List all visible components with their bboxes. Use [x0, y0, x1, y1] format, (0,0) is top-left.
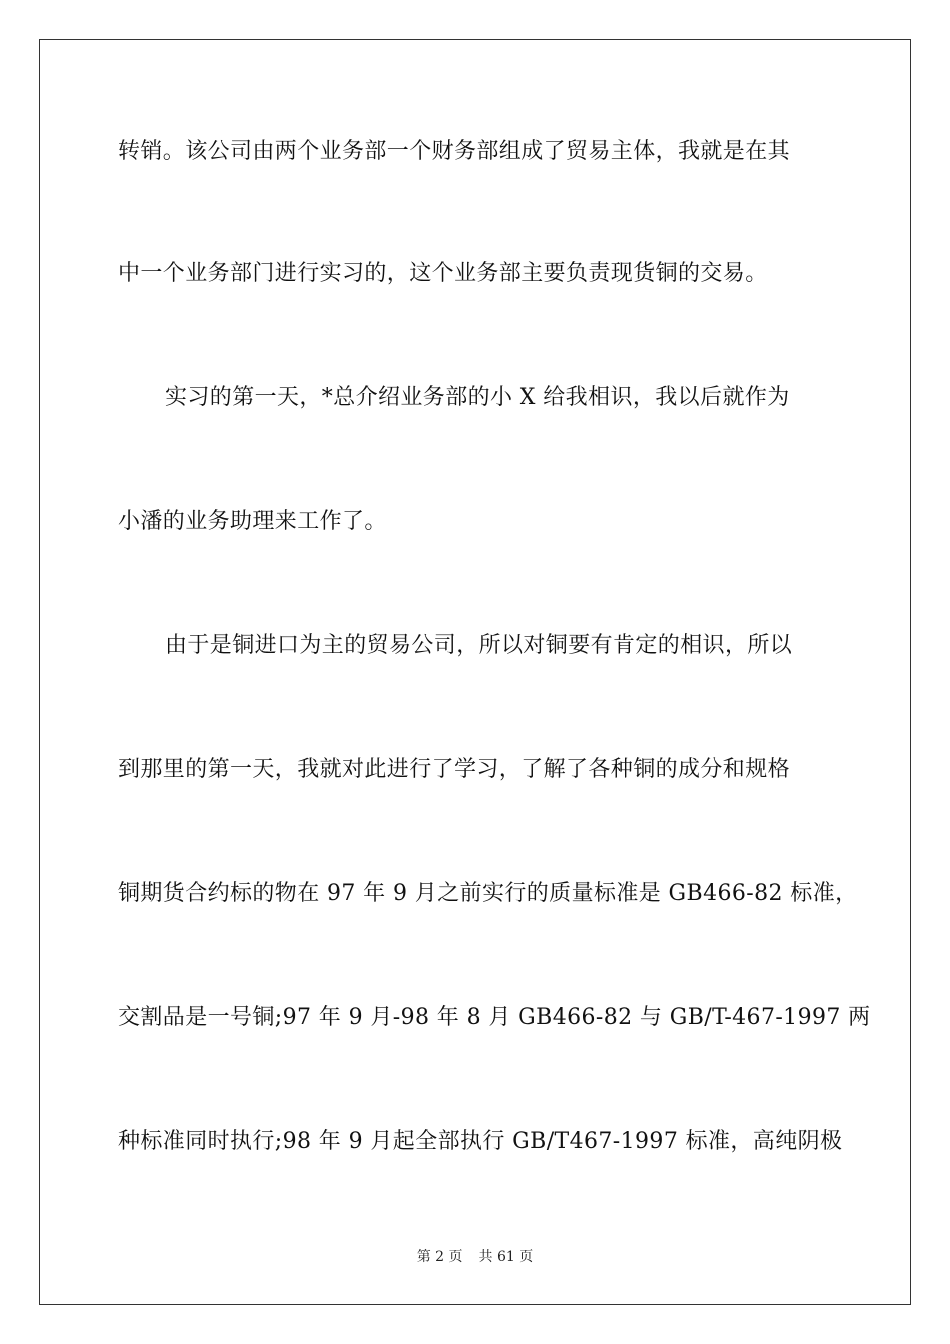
text-line: 由于是铜进口为主的贸易公司，所以对铜要有肯定的相识，所以 [165, 633, 793, 658]
text-line: 中一个业务部门进行实习的，这个业务部主要负责现货铜的交易。 [118, 261, 768, 286]
text-line: 交割品是一号铜;97 年 9 月-98 年 8 月 GB466-82 与 GB/T-467-1997 两 [118, 1005, 871, 1030]
page-footer [0, 1248, 950, 1266]
text-line: 实习的第一天，*总介绍业务部的小 X 给我相识，我以后就作为 [165, 385, 790, 410]
text-line: 小潘的业务助理来工作了。 [118, 509, 387, 534]
page-border [39, 39, 911, 1305]
text-line: 转销。该公司由两个业务部一个财务部组成了贸易主体，我就是在其 [118, 139, 791, 164]
text-line: 到那里的第一天，我就对此进行了学习，了解了各种铜的成分和规格 [118, 757, 791, 782]
total-pages: 共 61 页 [478, 1249, 534, 1265]
page-number: 第 2 页 [416, 1249, 463, 1265]
text-line: 铜期货合约标的物在 97 年 9 月之前实行的质量标准是 GB466-82 标准， [118, 881, 858, 906]
text-line: 种标准同时执行;98 年 9 月起全部执行 GB/T467-1997 标准，高纯阴极 [118, 1129, 843, 1154]
